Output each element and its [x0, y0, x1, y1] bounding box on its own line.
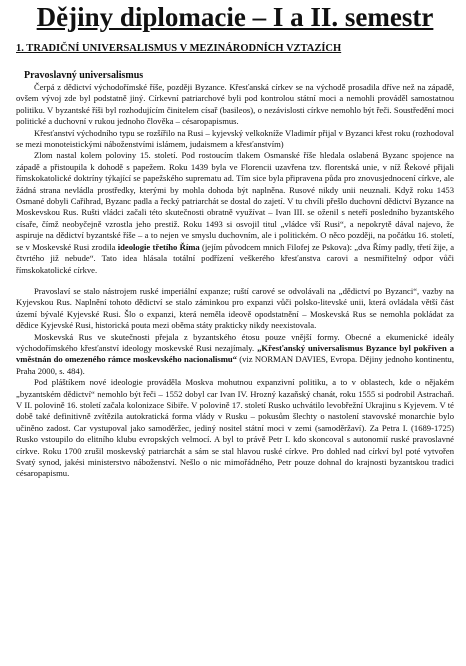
text-run: (jejím původcem mnich Filofej ze Pskova): „dva Římy padly, třetí žije, a čtvrtého již nebude“. Tato idea hlásala totální podřízení veškerého křesťanstva carovi a nesmiřitelný odpor vůči římskokatolické církve.: [16, 241, 455, 275]
text-run: Pravoslaví se stalo nástrojem ruské imperiální expanze; ruští carové se odvolávali na „dědictví po Byzanci“, vazby na Kyjevskou Rus. Naplnění tohoto dědictví se stalo záminkou pro expanzi vůči polsko-litevské unii, která ovládala větší část území bývalé Kyjevské Rusi. Šlo o expanzi, která neměla ideově opodstatnění – Moskevská Rus se nemohla pokládat za dědice Kyjevské Rusi, historická pouta mezi oběma státy prakticky nikdy neexistovala.: [16, 285, 454, 331]
document-body: [16, 82, 454, 480]
paragraph: [16, 377, 454, 480]
text-run: Moskevská Rus ve skutečnosti přejala z byzantského étosu pouze vnější formy. Obecné a ekumenické ideály východořímského křesťanství ideology moskevské Rusi nezajímaly.: [16, 331, 454, 353]
document-page: [0, 2, 466, 666]
paragraph: [16, 128, 454, 151]
text-run: Křesťanství východního typu se rozšířilo na Rusi – kyjevský velkokníže Vladimír přijal v Byzanci křest roku (rozhodoval se mezi monoteistickými náboženstvími islámem, judaismem a křesťanstvím): [16, 127, 454, 150]
bold-run: ideologie třetího Říma: [117, 241, 200, 252]
text-run: (viz NORMAN DAVIES, Evropa. Dějiny jednoho kontinentu, Praha 2000, s. 484).: [16, 354, 454, 376]
text-run: Zlom nastal kolem poloviny 15. století. Pod rostoucím tlakem Osmanské říše hledala oslabená Byzanc spojence na západě a přistoupila k dohodě s papežem. Roku 1439 byla ve Florencii uzavřena tzv. florentská unie, v níž Řekové přijali římskokatolické doktríny týkající se papežského suprematu ad. Tím sice byla připravena půda pro znovusjednocení církve, ale žádná strana nevládla prostředky, kterými by mohla dohoda být naplněna. Rusové nikdy unii neuznali. Když roku 1453 Osmané dobyli Cařihrad, Byzanc padla a řecký patriarchát se dostal do zajetí. V tu chvíli přešlo duchovní dědictví Byzance na Moskevskou Rus. Rušti vládci začali této skutečnosti obratně využívat – Ivan III. se oženil s neteří posledního byzantského císaře, čímž neobyčejně vzrostla jeho prestiž. Roku 1493 si osvojil titul „vládce vší Rusi“, a nepokrytě dával najevo, že aspiruje na dědictví byzantské říše – a to nejen ve smyslu duchovním, ale i politickém. O něco později, na počátku 16. století, se v Moskevské Rusi zrodila: [16, 150, 454, 252]
bold-run: „Křesťanský universalismus Byzance byl pokřiven a vměstnán do omezeného rámce moskevského nacionalismu“: [16, 342, 454, 365]
paragraph: [16, 82, 454, 128]
paragraph: [16, 286, 454, 332]
paragraph: [16, 332, 454, 378]
document-title: Dějiny diplomacie – I a II. semestr: [36, 2, 434, 32]
section-heading: 1. TRADIČNÍ UNIVERSALISMUS V MEZINÁRODNÍCH VZTAZÍCH: [16, 43, 342, 54]
paragraph: [16, 150, 454, 275]
text-run: Pod pláštíkem nové ideologie prováděla Moskva mohutnou expanzivní politiku, a to v oblastech, kde o nějakém „byzantském dědictví“ nemohlo být řeči – 1552 dobyl car Ivan IV. Hrozný kazaňský chanát, roku 1555 si podrobil Astrachaň. V II. polovině 16. století začala kolonizace Sibiře. V polovině 17. století Rusko uchvátilo levobřežní Ukrajinu s Kyjevem. V té době také definitivně zvítězila autokratická forma vlády v Rusku – pokusům šlechty o nastolení stavovské monarchie bylo učiněno zadost. Car vystupoval jako samoděržec, jediný nositel státní moci v zemi (samoděržaví). Za Petra I. (1689-1725) Rusko vstoupilo do elitního klubu evropských velmocí. A byl to právě Petr I. kdo skoncoval s autonomií ruské pravoslavné církve. Roku 1700 zrušil moskevský patriarchát a sám se stal hlavou ruské církve. Pro dohled nad církví byl poté vytvořen Svatý synod, jakési ministerstvo náboženství. Nešlo o nic mimořádného, Petr pouze dohnal do krajnosti byzantskou tradici césaropapismu.: [16, 377, 454, 479]
sub-heading: Pravoslavný universalismus: [24, 70, 144, 81]
text-run: Čerpá z dědictví východořímské říše, později Byzance. Křesťanská církev se na východě prosadila dříve než na západě, ovšem vývoj zde byl podstatně jiný. Církevní patriarchové byli pod kontrolou státní moci a nemohli prováděl samostatnou politiku. V byzantské říši byl rozhodujícím činitelem císař (basileos), o nezávislosti církve nemohlo být řeči. Soustředění moci politické a duchovní v rukou jednoho člověka – césaropapismus.: [16, 82, 454, 127]
